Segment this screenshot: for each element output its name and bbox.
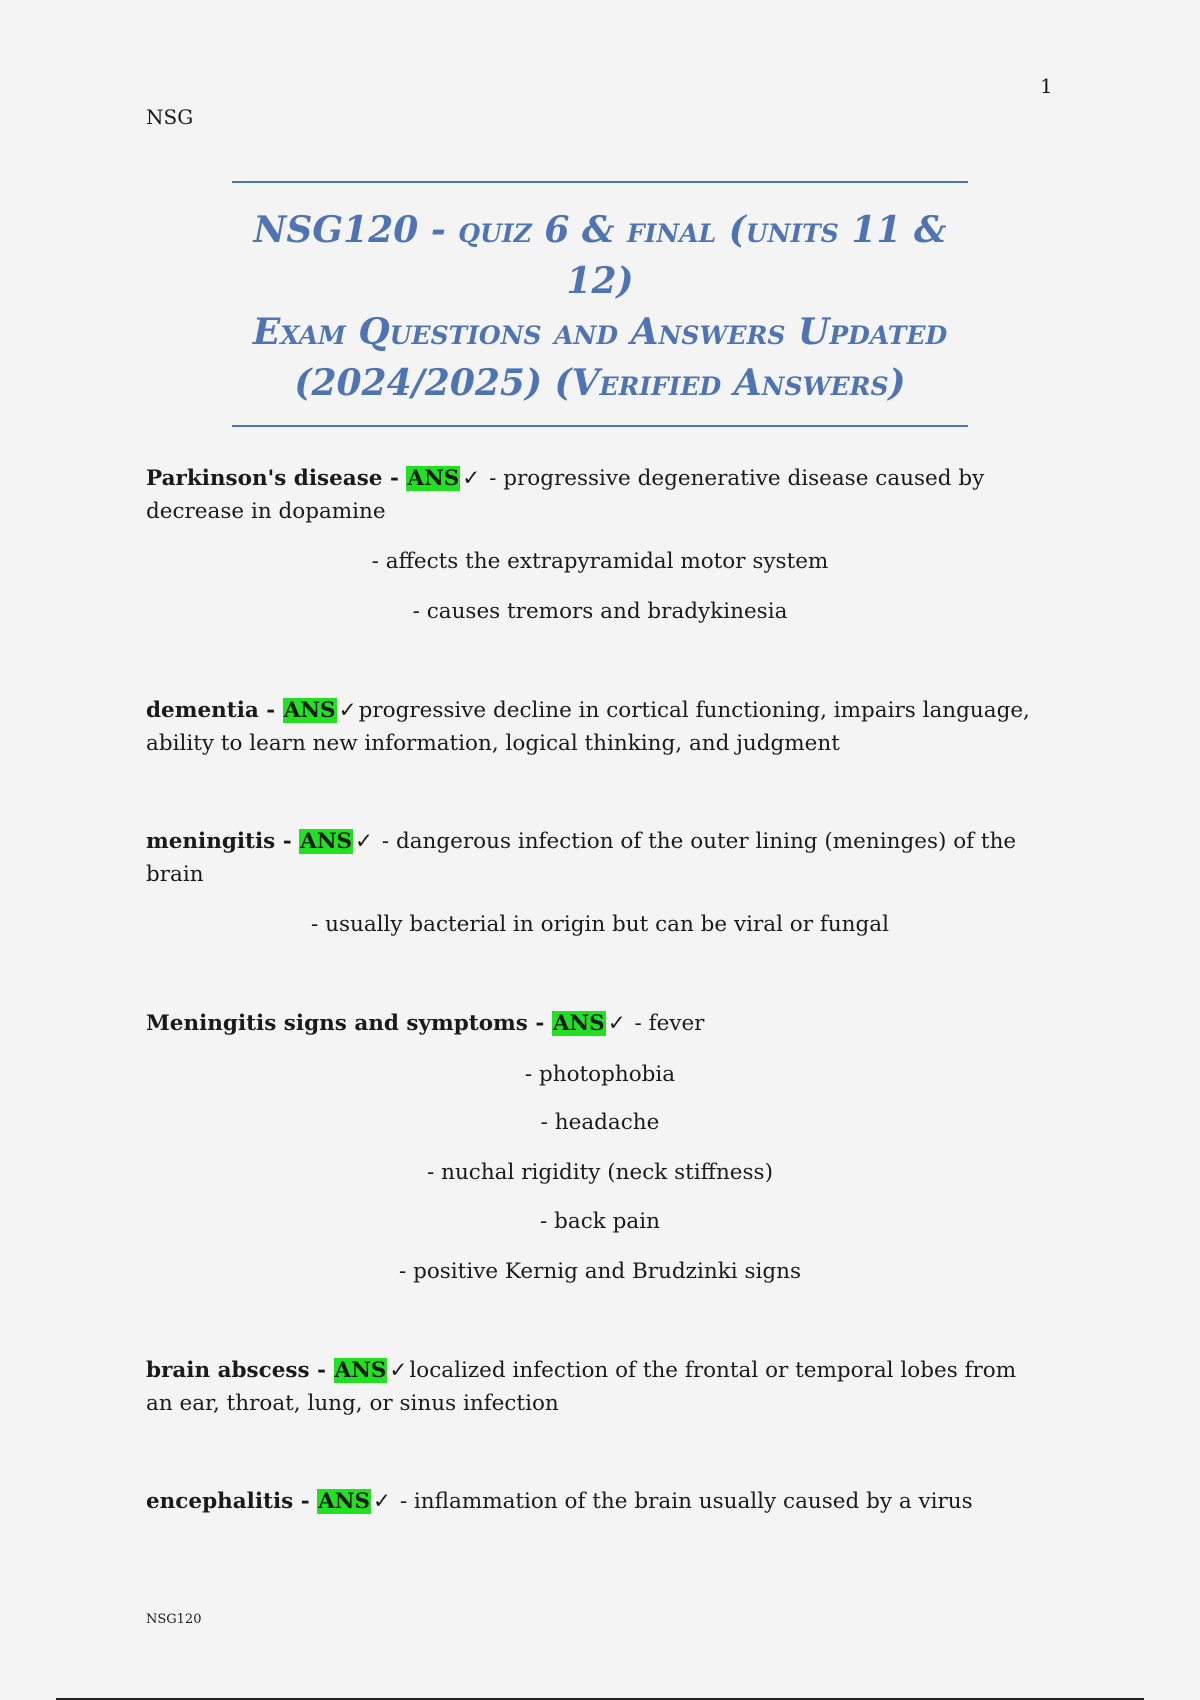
entry-dementia [146,694,1046,760]
entry-sub-line: - causes tremors and bradykinesia [412,599,788,624]
entry-sub-line: - affects the extrapyramidal motor system [371,549,829,574]
entry-brain-abscess [146,1354,1046,1420]
entry-sub-line: - photophobia [524,1062,676,1087]
check-icon: ✓ [607,1011,626,1036]
entry-sub-line: - back pain [540,1209,660,1234]
footer-label: NSG120 [146,1612,202,1627]
title-line-2: Exam Questions and Answers Updated [252,311,948,353]
document-title [232,181,968,427]
entry-definition: - dangerous infection of the outer lining (meninges) of the brain [146,829,1017,887]
entry-definition: - fever [627,1011,705,1036]
check-icon: ✓ [338,698,357,723]
entry-definition: - inflammation of the brain usually caused by a virus [393,1489,973,1514]
running-header: NSG [146,105,194,129]
entry-definition: - progressive degenerative disease caused by decrease in dopamine [146,466,985,524]
check-icon: ✓ [389,1358,408,1383]
entry-meningitis-symptoms [146,1007,1046,1040]
ans-highlight: ANS [283,698,336,723]
entry-sub-line: - positive Kernig and Brudzinki signs [398,1259,802,1284]
entry-definition: localized infection of the frontal or temporal lobes from an ear, throat, lung, or sinus infection [146,1358,1017,1416]
entry-sub-line: - nuchal rigidity (neck stiffness) [427,1160,773,1185]
entry-sub-line: - headache [540,1110,660,1135]
entry-encephalitis [146,1485,1046,1518]
check-icon: ✓ [355,829,374,854]
ans-highlight: ANS [300,829,353,854]
ans-highlight: ANS [318,1489,370,1514]
ans-highlight: ANS [334,1358,387,1383]
entry-sub-line: - usually bacterial in origin but can be viral or fungal [311,912,889,937]
entry-parkinsons [146,462,1046,528]
entry-term: brain abscess - [146,1358,334,1383]
ans-highlight: ANS [407,466,460,491]
entry-term: Parkinson's disease - [146,466,407,491]
title-line-1: NSG120 - quiz 6 & final (units 11 & 12) [253,209,947,302]
entry-term: meningitis - [146,829,300,854]
entry-definition: progressive decline in cortical functioning, impairs language, ability to learn new information, logical thinking, and judgment [146,698,1030,756]
entry-term: encephalitis - [146,1489,318,1514]
entry-term: Meningitis signs and symptoms - [146,1011,552,1036]
ans-highlight: ANS [552,1011,605,1036]
title-line-3: (2024/2025) (Verified Answers) [294,362,906,404]
check-icon: ✓ [372,1489,391,1514]
page-number: 1 [1040,74,1053,98]
entry-meningitis [146,825,1046,891]
entry-term: dementia - [146,698,283,723]
check-icon: ✓ [462,466,481,491]
